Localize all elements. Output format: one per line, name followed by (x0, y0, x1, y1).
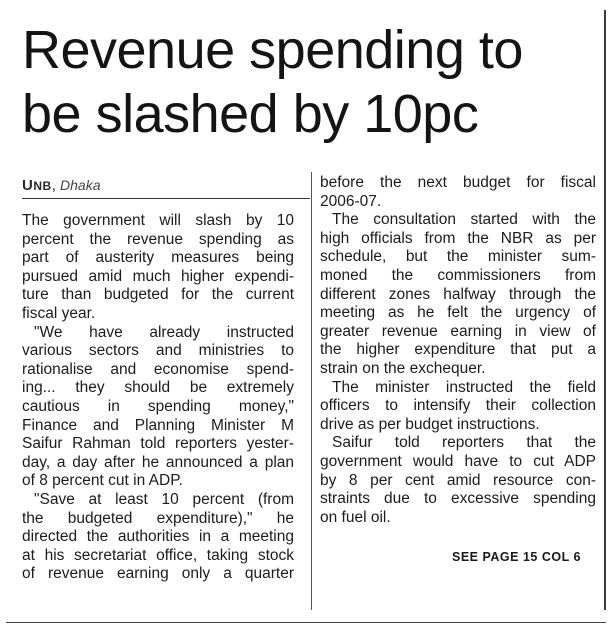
text-line: "We have already instructed (34, 323, 294, 341)
text-line: straints due to excessive spending (320, 490, 596, 508)
text-line: by 8 per cent amid resource con- (320, 471, 596, 489)
text-line: ture than budgeted for the current (22, 286, 294, 304)
text-line: on fuel oil. (320, 508, 391, 526)
text-line: part of austerity measures being (22, 249, 294, 267)
byline-place: Dhaka (60, 177, 101, 193)
text-line: The consultation started with the (332, 211, 596, 229)
clipping-edge (604, 10, 606, 610)
article-headline (22, 18, 602, 146)
byline-agency-initial: U (22, 177, 34, 194)
text-line: of 8 percent cut in ADP. (22, 472, 183, 490)
byline-agency-rest: NB (33, 179, 52, 193)
text-line: government would have to cut ADP (320, 452, 596, 470)
text-line: fiscal year. (22, 304, 96, 322)
text-line: rationalise and economise spend- (22, 360, 294, 378)
text-line: the budgeted expenditure)," he (22, 509, 294, 527)
text-line: officers to intensify their collection (320, 397, 596, 415)
text-line: cautious in spending money," (22, 397, 294, 415)
text-line: Finance and Planning Minister M (22, 416, 294, 434)
text-line: The government will slash by 10 (22, 212, 294, 229)
text-line: greater revenue earning in view of (320, 322, 596, 340)
article-column-left (22, 212, 294, 584)
text-line: day, a day after he announced a plan (22, 453, 294, 471)
text-line: schedule, but the minister sum- (320, 248, 596, 266)
bottom-rule (6, 622, 606, 623)
text-line: at his secretariat office, taking stock (22, 546, 294, 564)
text-line: 2006-07. (320, 192, 382, 210)
text-line: Saifur Rahman told reporters yester- (22, 435, 294, 453)
text-line: ing... they should be extremely (22, 379, 294, 397)
text-line: pursued amid much higher expendi- (22, 267, 294, 285)
text-line: The minister instructed the field (332, 378, 596, 396)
byline-rule (22, 198, 310, 199)
text-line: before the next budget for fiscal (320, 174, 596, 191)
text-line: high officials from the NBR as per (320, 229, 596, 247)
text-line: different zones halfway through the (320, 285, 596, 303)
text-line: various sectors and ministries to (22, 342, 294, 360)
text-line: meeting as he felt the urgency of (320, 304, 596, 322)
continuation-note: SEE PAGE 15 COL 6 (452, 550, 581, 564)
text-line: of revenue earning only a quarter (22, 565, 294, 583)
headline-line: Revenue spending to (22, 20, 523, 80)
text-line: directed the authorities in a meeting (22, 528, 294, 546)
text-line: percent the revenue spending as (22, 230, 294, 248)
article-column-right (320, 174, 596, 527)
headline-line: be slashed by 10pc (22, 84, 479, 144)
text-line: Saifur told reporters that the (332, 434, 596, 452)
text-line: the higher expenditure that put a (320, 341, 596, 359)
text-line: moned the commissioners from (320, 266, 596, 284)
column-divider (311, 172, 312, 610)
text-line: "Save at least 10 percent (from (34, 490, 294, 508)
text-line: strain on the exchequer. (320, 359, 486, 377)
text-line: drive as per budget instructions. (320, 415, 540, 433)
byline: UNB, Dhaka (22, 177, 101, 194)
